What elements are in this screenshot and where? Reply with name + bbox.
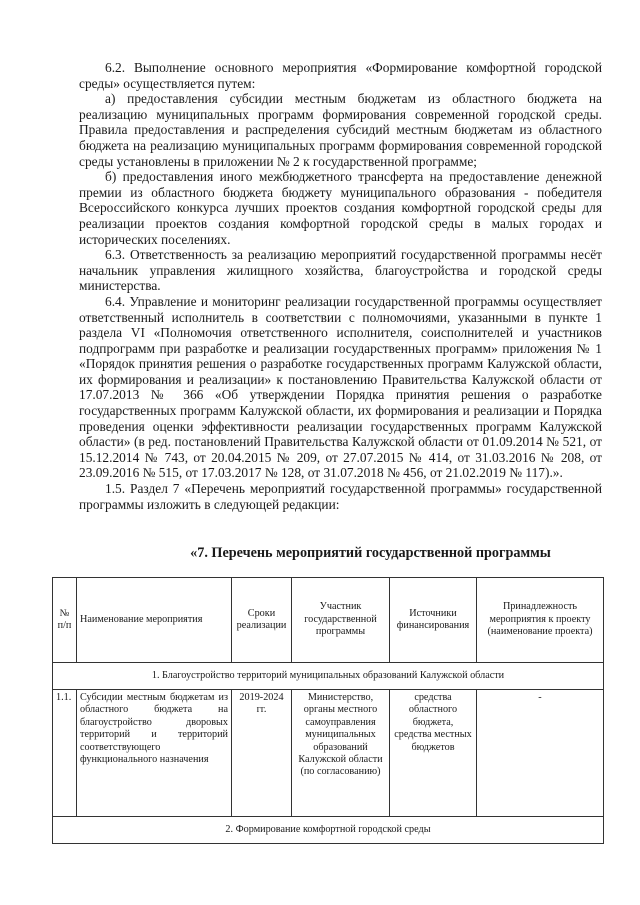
- header-period: Сроки реализации: [232, 578, 292, 663]
- row-sources: средства областного бюджета, средства местных бюджетов: [390, 690, 477, 817]
- header-number: № п/п: [53, 578, 77, 663]
- row-period: 2019-2024 гг.: [232, 690, 292, 817]
- document-body: [79, 60, 602, 512]
- header-sources: Источники финансирования: [390, 578, 477, 663]
- paragraph-6-2-a: а) предоставления субсидии местным бюджетам из областного бюджета на реализацию муниципальных программ формирования современной городской среды. Правила предоставления и распределения субсидий местным бюджетам из областного бюджета на реализацию муниципальных программ формирования современной городской среды установлены в приложении № 2 к государственной программе;: [79, 91, 602, 169]
- table-row: [53, 690, 604, 817]
- table-group-row: [53, 663, 604, 690]
- table-header-row: [53, 578, 604, 663]
- header-participant: Участник государственной программы: [292, 578, 390, 663]
- paragraph-1-5: 1.5. Раздел 7 «Перечень мероприятий государственной программы» государственной программы изложить в следующей редакции:: [79, 481, 602, 512]
- measures-table: [52, 577, 604, 844]
- row-measure-name: Субсидии местным бюджетам из областного бюджета на благоустройство дворовых территорий и территорий соответствующего функционального назначения: [77, 690, 232, 817]
- paragraph-6-2-b: б) предоставления иного межбюджетного трансферта на предоставление денежной премии из областного бюджета бюджету муниципального образования - победителя Всероссийского конкурса лучших проектов создания комфортной городской среды для реализации проектов создания комфортной городской среды в малых городах и исторических поселениях.: [79, 169, 602, 247]
- row-number: 1.1.: [53, 690, 77, 817]
- header-project: Принадлежность мероприятия к проекту (наименование проекта): [477, 578, 604, 663]
- group-heading-2: 2. Формирование комфортной городской среды: [53, 817, 604, 844]
- section-heading: «7. Перечень мероприятий государственной программы: [190, 545, 551, 561]
- group-heading-1: 1. Благоустройство территорий муниципальных образований Калужской области: [53, 663, 604, 690]
- table-group-row: [53, 817, 604, 844]
- row-participant: Министерство, органы местного самоуправления муниципальных образований Калужской области (по согласованию): [292, 690, 390, 817]
- paragraph-6-3: 6.3. Ответственность за реализацию мероприятий государственной программы несёт начальник управления жилищного хозяйства, благоустройства и городской среды министерства.: [79, 247, 602, 294]
- paragraph-6-4: 6.4. Управление и мониторинг реализации государственной программы осуществляет ответственный исполнитель в соответствии с полномочиями, указанными в пункте 1 раздела VI «Полномочия ответственного исполнителя, соисполнителей и участников подпрограмм при разработке и реализации государственных программ» приложения № 1 «Порядок принятия решения о разработке государственных программ Калужской области, их формирования и реализации» к постановлению Правительства Калужской области от 17.07.2013 № 366 «Об утверждении Порядка принятия решения о разработке государственных программ Калужской области, их формирования и реализации и Порядка проведения оценки эффективности реализации государственных программ Калужской области» (в ред. постановлений Правительства Калужской области от 01.09.2014 № 521, от 15.12.2014 № 743, от 20.04.2015 № 209, от 27.07.2015 № 414, от 31.03.2016 № 208, от 23.09.2016 № 515, от 17.03.2017 № 128, от 31.07.2018 № 456, от 21.02.2019 № 117).».: [79, 293, 602, 481]
- row-project: -: [477, 690, 604, 817]
- paragraph-6-2: 6.2. Выполнение основного мероприятия «Формирование комфортной городской среды» осуществляется путем:: [79, 60, 602, 91]
- header-measure-name: Наименование мероприятия: [77, 578, 232, 663]
